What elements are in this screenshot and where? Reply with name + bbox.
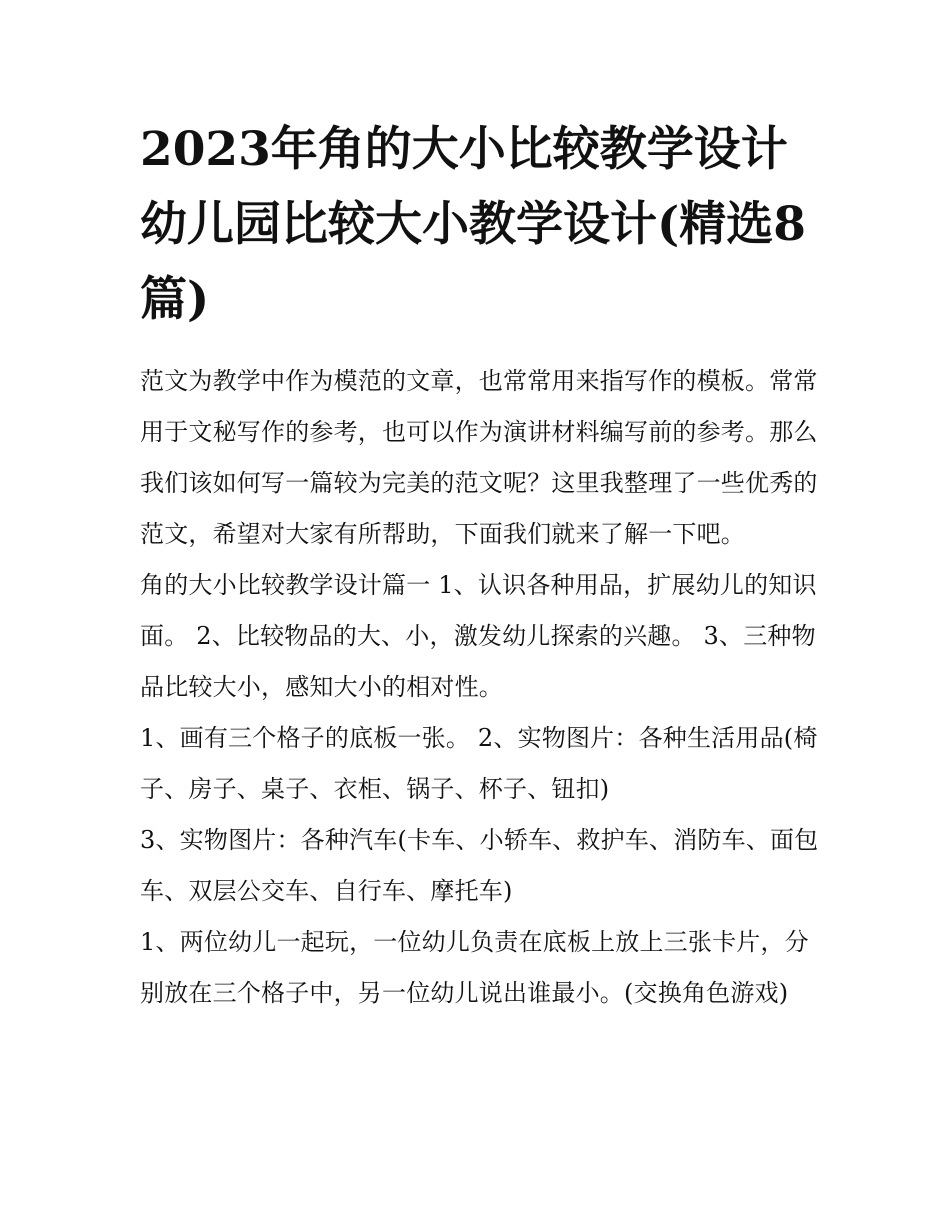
document-body <box>140 356 830 1019</box>
paragraph-intro: 范文为教学中作为模范的文章，也常常用来指写作的模板。常常用于文秘写作的参考，也可以作为演讲材料编写前的参考。那么我们该如何写一篇较为完美的范文呢？这里我整理了一些优秀的范文，希望对大家有所帮助，下面我们就来了解一下吧。 <box>140 367 818 548</box>
paragraph-goals: 角的大小比较教学设计篇一 1、认识各种用品，扩展幼儿的知识面。 2、比较物品的大、小，激发幼儿探索的兴趣。 3、三种物品比较大小，感知大小的相对性。 <box>140 571 817 701</box>
paragraph-materials-2: 3、实物图片：各种汽车(卡车、小轿车、救护车、消防车、面包车、双层公交车、自行车、摩托车) <box>140 826 819 905</box>
document-title: 2023年角的大小比较教学设计幼儿园比较大小教学设计(精选8篇) <box>140 122 806 327</box>
paragraph-activity: 1、两位幼儿一起玩，一位幼儿负责在底板上放上三张卡片，分别放在三个格子中，另一位幼儿说出谁最小。(交换角色游戏) <box>140 928 809 1007</box>
paragraph-materials-1: 1、画有三个格子的底板一张。 2、实物图片：各种生活用品(椅子、房子、桌子、衣柜、锅子、杯子、钮扣) <box>140 724 818 803</box>
